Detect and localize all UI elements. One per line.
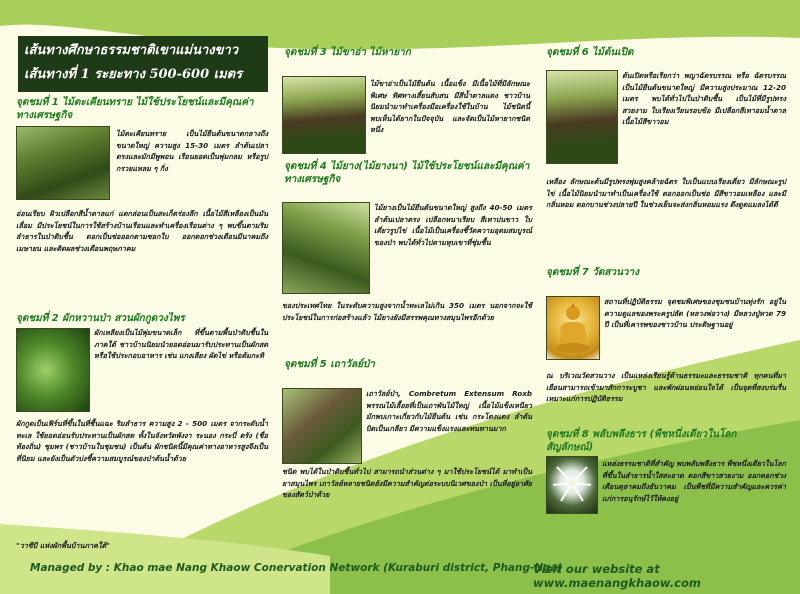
section-5 bbox=[284, 358, 534, 371]
photo-yang-tree bbox=[282, 202, 370, 294]
section-1 bbox=[16, 96, 266, 122]
section-7 bbox=[546, 266, 786, 279]
footer-managed-by: Managed by : Khao mae Nang Khaow Conervation Network (Kuraburi district, Phang-Nga) bbox=[30, 562, 563, 574]
section-8-title: จุดชมที่ 8 พลับพลึงธาร (พืชหนึ่งเดียวในโลก สัญลักษณ์) bbox=[546, 429, 737, 453]
section-6-body-b: เหลือง ลักษณะต้นมีรูปทรงพุ่มสูงคล้ายฉัตร ใบเป็นแบบเรียงเดี่ยว มีลักษณะรูปไข่ เนื้อไม้นิยมนำมาทำเป็นเครื่องใช้ ดอกออกเป็นช่อ มีสีขาวอมเหลือง และมีกลิ่นหอม ดอกบานช่วงปลายปี ในช่วงเย็นจะส่งกลิ่นหอมแรง ดึงดูดแมลงได้ดี bbox=[546, 177, 786, 209]
section-3-title: จุดชมที่ 3 ไม้ขาอ่า ไม้หายาก bbox=[284, 47, 411, 58]
route-title bbox=[18, 36, 268, 92]
photo-buddha-statue bbox=[546, 296, 600, 360]
footer-website: Visit our website at www.maenangkhaow.com bbox=[533, 562, 701, 590]
section-1-body-b: อ่อนเรียบ ผิวเปลือกสีน้ำตาลแก่ แตกล่อนเป็นสะเก็ดร่องลึก เนื้อไม้สีเหลืองเป็นมันเลื่อม มีประโยชน์ในการใช้สร้างบ้านเรือนและทำเครื่องเรือนต่าง ๆ พบขึ้นตามริมลำธารในป่าดิบชื้น ดอกเป็นช่อออกตามซอกใบ ออกดอกช่วงเดือนมีนาคมถึงเมษายน และติดผลช่วงเดือนพฤษภาคม bbox=[16, 209, 268, 253]
photo-khaa-tree bbox=[282, 76, 366, 154]
section-1-body-a: ไม้ตะเคียนทราย เป็นไม้ยืนต้นขนาดกลางถึงขนาดใหญ่ ความสูง 15-30 เมตร ลำต้นเปลาตรงและมักมีพูพอน เรือนยอดเป็นพุ่มกลม หรือรูปกรวยแหลม ๆ กิ่ง bbox=[116, 129, 268, 173]
section-4-title: จุดชมที่ 4 ไม้ยาง(ไม้ยางนา) ไม้ใช้ประโยชน์และมีคุณค่าทางเศรษฐกิจ bbox=[284, 161, 530, 185]
photo-peed-tree bbox=[546, 70, 618, 164]
section-7-body-b: ณ บริเวณวัดสวนวาง เป็นแหล่งเรียนรู้ด้านธรรมะและธรรมชาติ ทุกคนที่มาเยือนสามารถเข้ามาสักการะบูชา และพักผ่อนหย่อนใจได้ เป็นจุดที่สงบร่มรื่น เหมาะแก่การปฏิบัติธรรม bbox=[546, 371, 786, 403]
section-3 bbox=[284, 46, 534, 59]
section-6-body-a: ต้นเปิดหรือเรียกว่า พญาฉัตรบรรณ หรือ ฉัตรบรรณ เป็นไม้ยืนต้นขนาดใหญ่ มีความสูงประมาณ 12-20 เมตร พบได้ทั่วไปในป่าดิบชื้น เป็นไม้ที่มีรูปทรงสวยงาม ใบเรียงเวียนรอบข้อ มีเปลือกสีเทาอมน้ำตาล เนื้อไม้สีขาวอม bbox=[622, 71, 786, 126]
section-4-body-b: ของประเทศไทย ในระดับความสูงจากน้ำทะเลไม่เกิน 350 เมตร นอกจากจะใช้ประโยชน์ในการก่อสร้างแล้ว ไม้ยางยังมีสรรพคุณทางสมุนไพรอีกด้วย bbox=[282, 301, 532, 322]
flower-icon bbox=[547, 457, 597, 513]
section-2 bbox=[16, 312, 266, 325]
section-8 bbox=[546, 428, 786, 454]
section-2-title: จุดชมที่ 2 ผักหวานป่า สวนผักกูดวงไพร bbox=[16, 313, 185, 324]
route-title-line1: เส้นทางศึกษาธรรมชาติเขาแม่นางขาว bbox=[24, 43, 239, 58]
photo-pak-leaves bbox=[16, 328, 90, 412]
route-title-line2: เส้นทางที่ 1 ระยะทาง 500-600 เมตร bbox=[24, 67, 243, 82]
section-8-body: แหล่งธรรมชาติที่สำคัญ พบพลับพลึงธาร พืชหนึ่งเดียวในโลกที่ขึ้นในลำธารน้ำใสสะอาด ดอกสีขาวสวยงาม ออกดอกช่วงเดือนตุลาคมถึงธันวาคม เป็นพืชที่มีความสำคัญและควรค่าแก่การอนุรักษ์ไว้ให้คงอยู่ bbox=[602, 459, 786, 503]
section-2-body-a: ผักเหลียงเป็นไม้พุ่มขนาดเล็ก ที่ขึ้นตามพื้นป่าดิบชื้นในภาคใต้ ชาวบ้านนิยมนำยอดอ่อนมารับประทานเป็นผักสด หรือใช้ประกอบอาหาร เช่น แกงเลียง ผัดไข่ หรือต้มกะทิ bbox=[94, 328, 268, 360]
photo-vine bbox=[282, 388, 362, 464]
section-5-body-b: ชนิด พบได้ในป่าดิบชื้นทั่วไป สามารถนำส่วนต่าง ๆ มาใช้ประโยชน์ได้ มาทำเป็นยาสมุนไพร เถาวัลย์หลายชนิดยังมีความสำคัญต่อระบบนิเวศของป่า เป็นที่อยู่อาศัยของสัตว์ป่าด้วย bbox=[282, 467, 532, 499]
section-6-title: จุดชมที่ 6 ไม้ต้นเปิด bbox=[546, 47, 634, 58]
photo-takhian-tree bbox=[16, 126, 110, 200]
section-6 bbox=[546, 46, 786, 59]
section-3-body: ไม้ขาอ่าเป็นไม้ยืนต้น เนื้อแข็ง มีเนื้อไม้ที่มีลักษณะพิเศษ ทิศทางเสี้ยนสับสน มีสีน้ำตาลแดง ชาวบ้านนิยมนำมาทำเครื่องมือเครื่องใช้ในบ้าน ไม้ชนิดนี้พบเห็นได้ยากในปัจจุบัน และจัดเป็นไม้หายากชนิดหนึ่ง bbox=[370, 79, 530, 134]
footer bbox=[0, 556, 800, 594]
section-5-body-a: เถาวัลย์ป่า, Combretum Extensum Roxb พรรณไม้เลื้อยที่เป็นเถาพันไม้ใหญ่ เนื้อไม้แข็งเหนียว มักพบเกาะเกี่ยวกับไม้ยืนต้น เช่น กระโดงแดง ลำต้นบิดเป็นเกลียว มีความแข็งแรงและทนทานมาก bbox=[366, 389, 532, 433]
section-4-body-a: ไม้ยางเป็นไม้ยืนต้นขนาดใหญ่ สูงถึง 40-50 เมตร ลำต้นเปลาตรง เปลือกหนาเรียบ สีเทาปนขาว ใบเดี่ยวรูปไข่ เนื้อไม้เป็นเครื่องชี้วัดความอุดมสมบูรณ์ของป่า พบได้ทั่วไปตามหุบเขาที่ชุ่มชื้น bbox=[374, 203, 532, 247]
section-2-body-b: ผักกูดเป็นเฟิร์นที่ขึ้นในที่ชื้นแฉะ ริมลำธาร ความสูง 2 - 500 เมตร จากระดับน้ำทะเล ใช้ยอดอ่อนรับประทานเป็นผักสด ทั้งในจังหวัดพังงา ระนอง กระบี่ ตรัง (ชื่อท้องถิ่น) ชุมพร (ชาวบ้านในชุมชน) เป็นต้น ผักชนิดนี้มีคุณค่าทางอาหารสูงจึงเป็นที่นิยม และยังเป็นตัวบ่งชี้ความสมบูรณ์ของป่าต้นน้ำด้วย bbox=[16, 419, 268, 463]
photo-crinum-flower bbox=[546, 456, 598, 514]
buddha-icon bbox=[553, 301, 593, 355]
section-7-title: จุดชมที่ 7 วัดสวนวาง bbox=[546, 267, 640, 278]
section-5-title: จุดชมที่ 5 เถาวัลย์ป่า bbox=[284, 359, 375, 370]
section-7-body-a: สถานที่ปฏิบัติธรรม จุดชมพิเศษของชุมชนบ้านทุ่งรัก อยู่ในความดูแลของพระครูปลัด (หลวงพ่อวาง) มีหลวงปู่ทวด 79 ปี เป็นที่เคารพของชาวบ้าน ประดิษฐานอยู่ bbox=[604, 297, 786, 329]
section-1-title: จุดชมที่ 1 ไม้ตะเคียนทราย ไม้ใช้ประโยชน์และมีคุณค่าทางเศรษฐกิจ bbox=[16, 97, 254, 121]
section-4 bbox=[284, 160, 534, 186]
section-2-quote: "วาซีบี แห่งผักพื้นบ้านภาคใต้" bbox=[16, 541, 110, 550]
